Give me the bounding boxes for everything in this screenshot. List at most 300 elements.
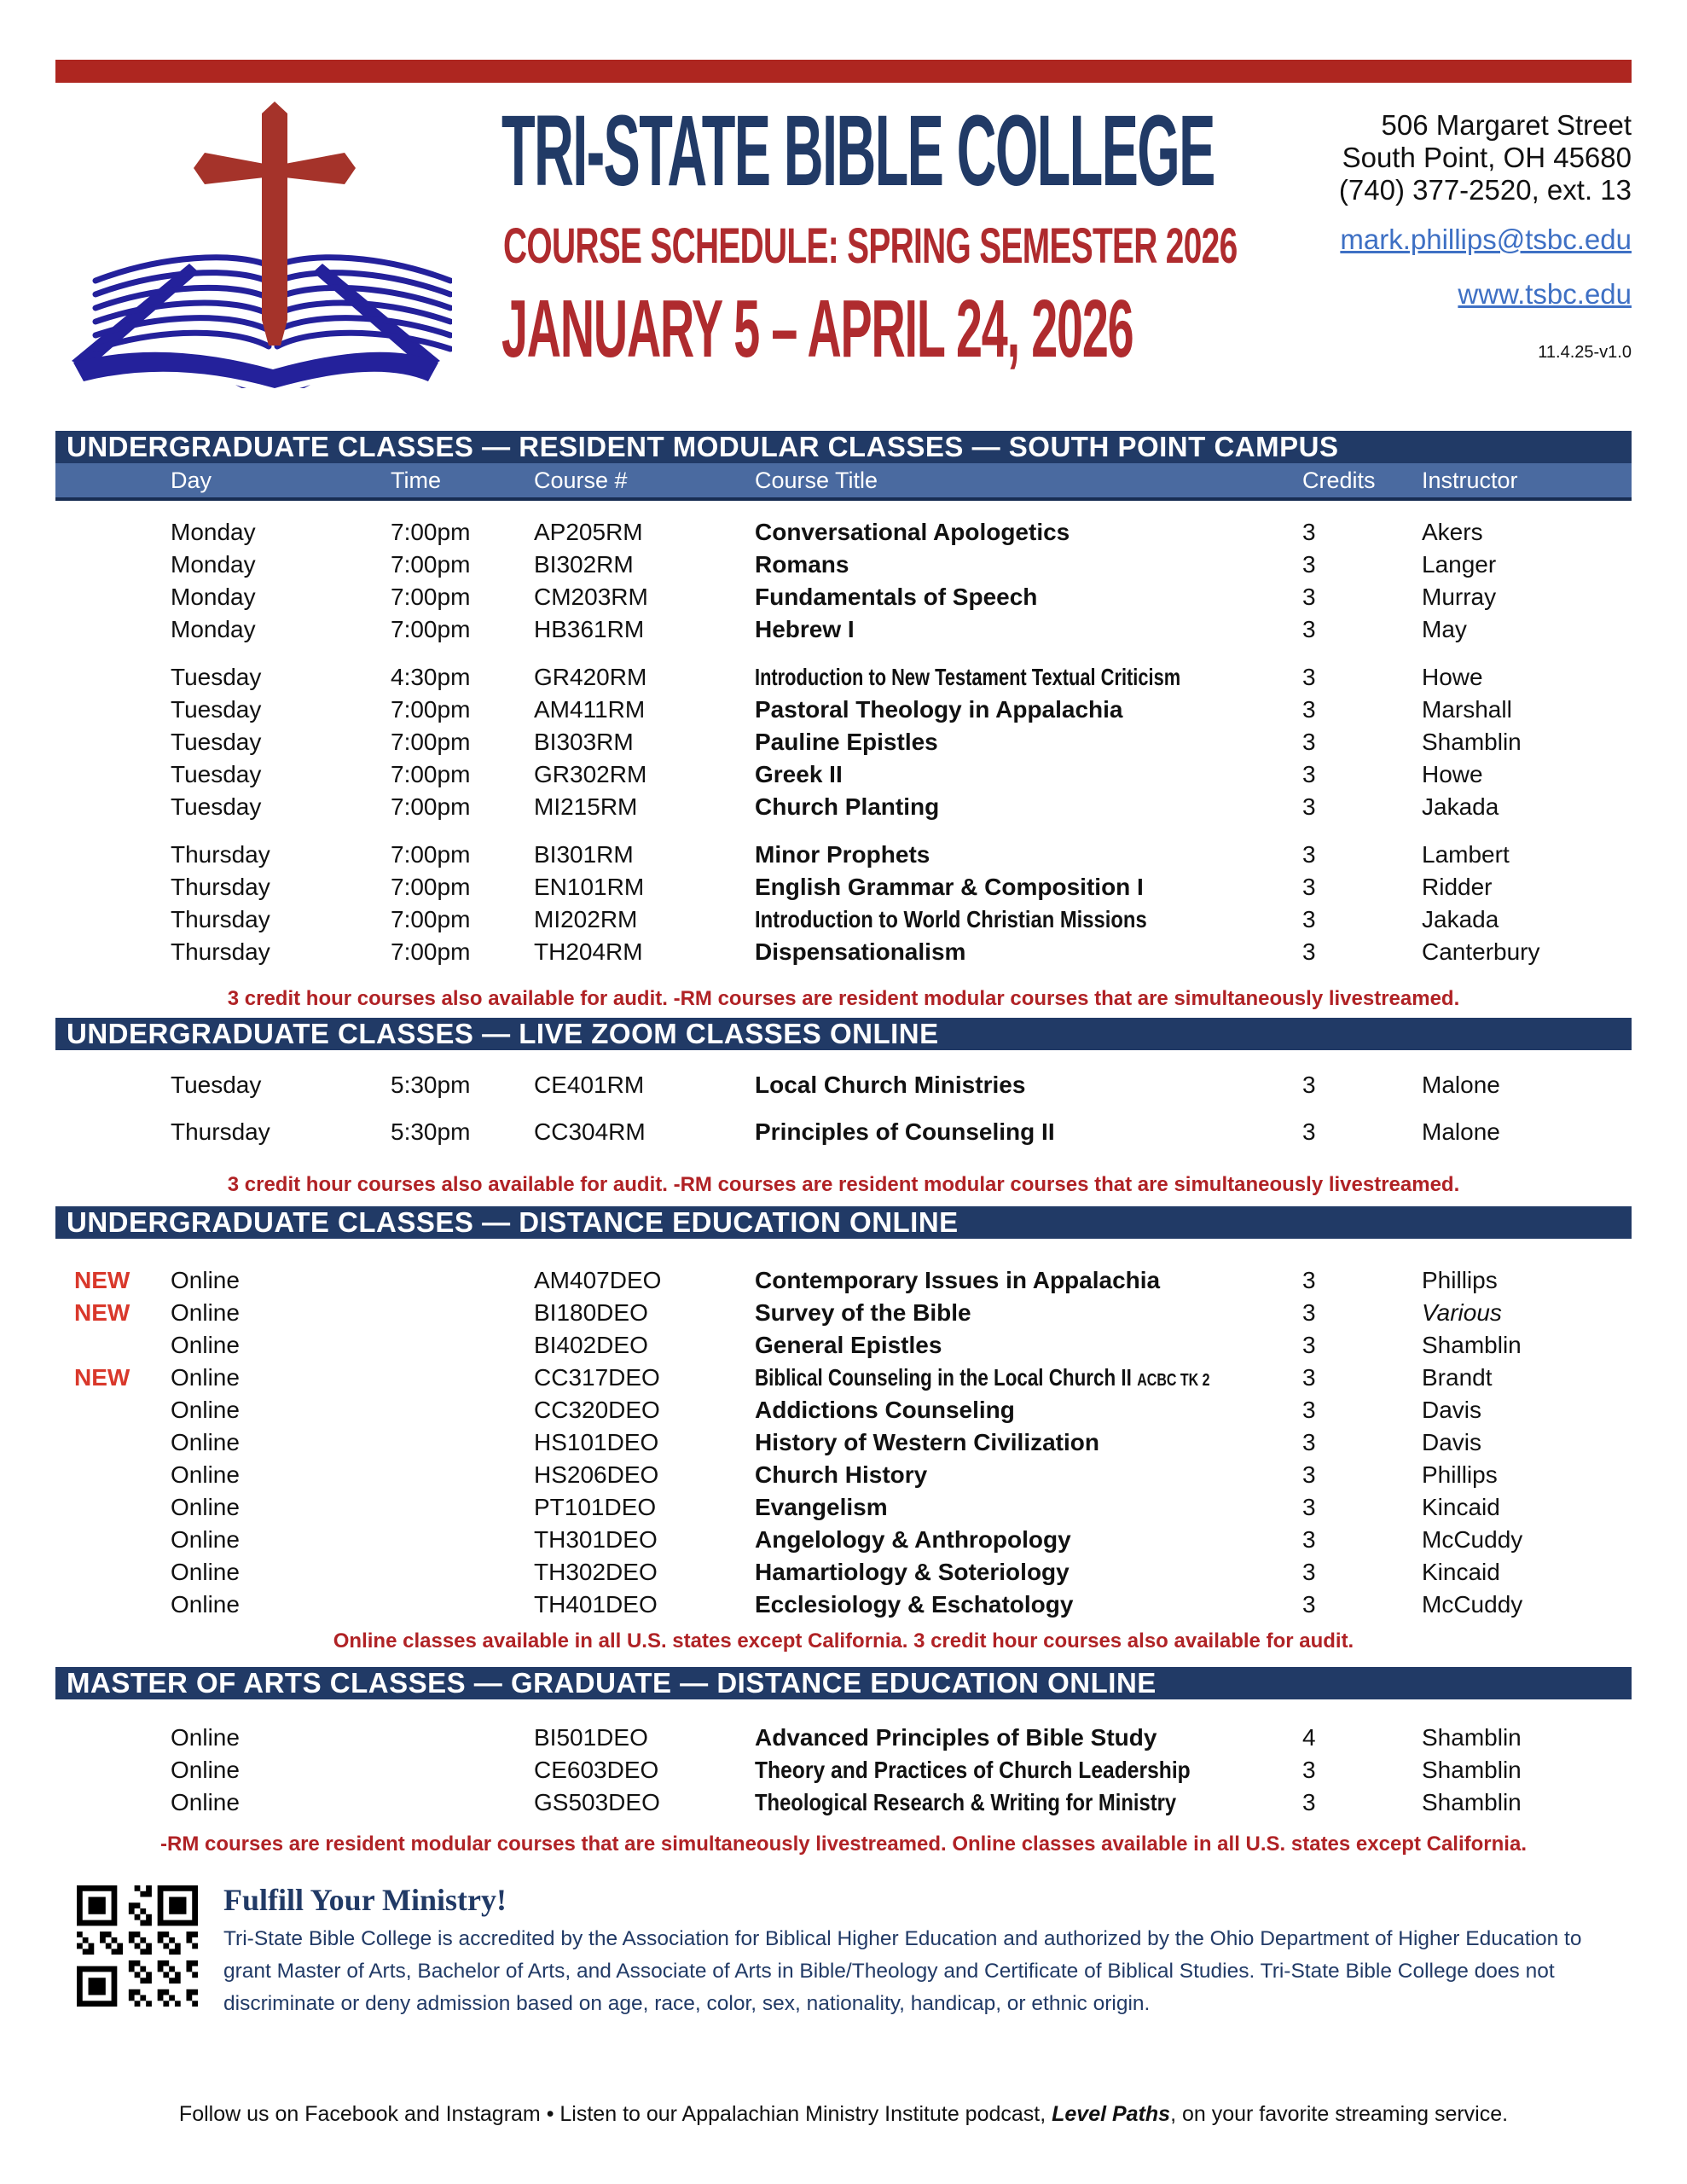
cell-course-title	[742, 1559, 1292, 1586]
course-row	[55, 1524, 1632, 1556]
cell-instructor: May	[1422, 616, 1467, 642]
course-title-fit	[755, 1267, 1160, 1294]
cell-day: Tuesday	[171, 696, 262, 723]
cell-course-title	[742, 841, 1292, 868]
course-title-fit	[755, 616, 855, 643]
cell-credits: 3	[1302, 1118, 1316, 1145]
address-line-2: South Point, OH 45680	[1342, 142, 1632, 173]
course-title-fit	[755, 1526, 1071, 1554]
column-header-credits: Credits	[1302, 467, 1376, 493]
course-section	[55, 1018, 1632, 1197]
cell-day: Online	[171, 1332, 240, 1358]
course-row	[55, 1116, 1632, 1148]
cell-course-number: CC304RM	[534, 1118, 646, 1145]
cell-instructor: McCuddy	[1422, 1591, 1523, 1618]
course-title-text: Introduction to World Christian Missions	[755, 906, 1147, 932]
course-title-text: Hamartiology & Soteriology	[755, 1559, 1070, 1585]
course-row	[55, 1426, 1632, 1459]
cell-course-number: BI180DEO	[534, 1299, 648, 1326]
cell-credits: 3	[1302, 1494, 1316, 1520]
cell-credits: 3	[1302, 729, 1316, 755]
cell-course-title	[742, 906, 1292, 933]
cell-credits: 3	[1302, 1757, 1316, 1783]
course-row	[55, 694, 1632, 726]
day-group	[55, 1069, 1632, 1148]
cell-course-title	[742, 1364, 1292, 1391]
cell-course-title	[742, 1299, 1292, 1327]
course-title-fit	[755, 906, 1147, 933]
cell-credits: 3	[1302, 1789, 1316, 1815]
book-bottom-band	[73, 352, 438, 388]
cell-instructor: Shamblin	[1422, 1789, 1522, 1815]
cell-new-badge: NEW	[74, 1267, 130, 1293]
cell-course-number: AP205RM	[534, 519, 643, 545]
email-link[interactable]: mark.phillips@tsbc.edu	[1340, 224, 1632, 255]
cell-day: Monday	[171, 584, 256, 610]
cell-course-number: BI302RM	[534, 551, 634, 578]
cell-course-number: HS206DEO	[534, 1461, 659, 1488]
course-title-fit	[755, 519, 1070, 546]
course-row	[55, 1069, 1632, 1101]
cell-instructor: Shamblin	[1422, 729, 1522, 755]
course-title-text: Addictions Counseling	[755, 1397, 1015, 1423]
qr-code	[77, 1885, 198, 2007]
course-title-text: Biblical Counseling in the Local Church II	[755, 1364, 1132, 1391]
cell-credits: 3	[1302, 1072, 1316, 1098]
cell-credits: 3	[1302, 616, 1316, 642]
column-header-day: Day	[171, 467, 212, 493]
cell-credits: 3	[1302, 1364, 1316, 1391]
course-title-fit	[755, 1118, 1055, 1146]
cell-day: Online	[171, 1591, 240, 1618]
column-header-course_title: Course Title	[755, 467, 878, 493]
cell-credits: 3	[1302, 1397, 1316, 1423]
cell-time: 7:00pm	[391, 938, 471, 965]
section-header: MASTER OF ARTS CLASSES — GRADUATE — DISTANCE EDUCATION ONLINE	[55, 1667, 1632, 1699]
cell-time: 7:00pm	[391, 729, 471, 755]
course-row	[55, 871, 1632, 903]
course-title-fit	[755, 1299, 971, 1327]
course-row	[55, 726, 1632, 758]
cell-course-number: GS503DEO	[534, 1789, 660, 1815]
cell-instructor: Jakada	[1422, 906, 1499, 932]
cell-instructor: Akers	[1422, 519, 1483, 545]
cell-course-number: CM203RM	[534, 584, 648, 610]
course-title-fit	[755, 761, 843, 788]
cell-course-number: MI202RM	[534, 906, 638, 932]
cell-instructor: Various	[1422, 1299, 1502, 1326]
cell-course-number: CE401RM	[534, 1072, 645, 1098]
cell-time: 5:30pm	[391, 1118, 471, 1145]
cell-time: 7:00pm	[391, 874, 471, 900]
cross-vertical	[262, 102, 287, 346]
course-title-text: Ecclesiology & Eschatology	[755, 1591, 1074, 1618]
section-rows	[55, 516, 1632, 968]
cell-credits: 3	[1302, 938, 1316, 965]
cell-credits: 3	[1302, 584, 1316, 610]
course-row	[55, 1394, 1632, 1426]
cell-course-number: MI215RM	[534, 793, 638, 820]
cell-day: Monday	[171, 616, 256, 642]
cell-day: Online	[171, 1299, 240, 1326]
course-title-text: Greek II	[755, 761, 843, 787]
cell-course-number: PT101DEO	[534, 1494, 657, 1520]
cell-day: Monday	[171, 551, 256, 578]
course-title-text: General Epistles	[755, 1332, 942, 1358]
cell-day: Tuesday	[171, 664, 262, 690]
cell-course-number: CC320DEO	[534, 1397, 660, 1423]
course-row	[55, 1297, 1632, 1329]
cell-day: Online	[171, 1429, 240, 1455]
course-title-fit	[755, 1397, 1015, 1424]
course-row	[55, 1754, 1632, 1786]
course-row	[55, 1491, 1632, 1524]
course-row	[55, 839, 1632, 871]
course-title-fit	[755, 1757, 1191, 1784]
contact-block	[1339, 109, 1632, 369]
college-logo	[60, 98, 452, 388]
cell-course-title	[742, 874, 1292, 901]
section-header: UNDERGRADUATE CLASSES — DISTANCE EDUCATION ONLINE	[55, 1206, 1632, 1239]
cell-course-number: TH301DEO	[534, 1526, 658, 1553]
cell-instructor: Shamblin	[1422, 1332, 1522, 1358]
cell-course-title	[742, 793, 1292, 821]
cell-credits: 3	[1302, 1526, 1316, 1553]
cell-course-title	[742, 1724, 1292, 1751]
top-red-bar	[55, 60, 1632, 83]
cell-credits: 3	[1302, 874, 1316, 900]
cell-day: Thursday	[171, 938, 270, 965]
course-row	[55, 581, 1632, 613]
cell-day: Online	[171, 1494, 240, 1520]
course-title-text: Contemporary Issues in Appalachia	[755, 1267, 1161, 1293]
cell-course-number: BI303RM	[534, 729, 634, 755]
cell-course-number: HB361RM	[534, 616, 645, 642]
cell-time: 7:00pm	[391, 841, 471, 868]
section-note: Online classes available in all U.S. states except California. 3 credit hour courses also available for audit.	[333, 1629, 1354, 1653]
cell-course-title	[742, 1591, 1292, 1618]
cell-day: Online	[171, 1789, 240, 1815]
course-section	[55, 1206, 1632, 1653]
cell-instructor: Phillips	[1422, 1461, 1498, 1488]
cell-time: 7:00pm	[391, 584, 471, 610]
cell-instructor: Kincaid	[1422, 1559, 1500, 1585]
cell-instructor: Phillips	[1422, 1267, 1498, 1293]
day-group	[55, 516, 1632, 646]
cell-course-title	[742, 616, 1292, 643]
cell-instructor: Malone	[1422, 1072, 1500, 1098]
open-book-icon	[72, 258, 450, 388]
course-title-fit	[755, 1724, 1157, 1751]
cross-icon	[194, 102, 356, 346]
course-title-text: Theological Research & Writing for Ministry	[755, 1789, 1177, 1815]
course-title-text: English Grammar & Composition I	[755, 874, 1144, 900]
cell-course-title	[742, 1118, 1292, 1146]
cell-instructor: McCuddy	[1422, 1526, 1523, 1553]
cell-time: 7:00pm	[391, 793, 471, 820]
course-row	[55, 758, 1632, 791]
course-title-text: Church Planting	[755, 793, 940, 820]
cell-course-number: HS101DEO	[534, 1429, 659, 1455]
course-title-suffix: ACBC TK 2	[1137, 1371, 1210, 1390]
cell-course-title	[742, 664, 1292, 691]
cell-time: 7:00pm	[391, 696, 471, 723]
cell-course-title	[742, 1072, 1292, 1099]
cell-credits: 3	[1302, 1559, 1316, 1585]
cross-arm-left	[194, 153, 264, 184]
course-title-text: Local Church Ministries	[755, 1072, 1026, 1098]
cell-credits: 4	[1302, 1724, 1316, 1751]
cell-instructor: Howe	[1422, 761, 1483, 787]
cell-course-number: GR420RM	[534, 664, 647, 690]
course-title-fit	[755, 793, 939, 821]
course-row	[55, 1459, 1632, 1491]
course-title-fit	[755, 1461, 927, 1489]
cell-day: Online	[171, 1526, 240, 1553]
course-title-fit	[755, 841, 930, 868]
cell-course-title	[742, 584, 1292, 611]
course-title-text: Pauline Epistles	[755, 729, 938, 755]
course-row	[55, 549, 1632, 581]
cell-course-title	[742, 1332, 1292, 1359]
cell-time: 7:00pm	[391, 761, 471, 787]
course-title-fit	[755, 938, 965, 966]
cell-credits: 3	[1302, 841, 1316, 868]
section-note: -RM courses are resident modular courses that are simultaneously livestreamed. Online classes available in all U.S. states except California.	[160, 1833, 1527, 1856]
course-title-text: Principles of Counseling II	[755, 1118, 1055, 1145]
cell-course-title	[742, 1494, 1292, 1521]
course-title-text: Church History	[755, 1461, 928, 1488]
cell-course-number: CE603DEO	[534, 1757, 659, 1783]
ministry-headline: Fulfill Your Ministry!	[223, 1883, 507, 1917]
website-link[interactable]: www.tsbc.edu	[1458, 278, 1632, 310]
accreditation-text: Tri-State Bible College is accredited by the Association for Biblical Higher Education and authorized by the Ohio Department of Higher Education to grant Master of Arts, Bachelor of Arts, and Associate of Arts in Bible/Theology and Certificate of Biblical Studies. Tri-State Bible College does not discriminate or deny admission based on age, race, color, sex, nationality, handicap, or ethnic origin.	[223, 1927, 1582, 2015]
course-title-text: Survey of the Bible	[755, 1299, 971, 1326]
cell-instructor: Lambert	[1422, 841, 1510, 868]
course-row	[55, 1329, 1632, 1362]
day-group	[55, 661, 1632, 823]
cell-course-title	[742, 729, 1292, 756]
follow-text-pre: Follow us on Facebook and Instagram • Listen to our Appalachian Ministry Institute podcast,	[178, 2102, 1052, 2126]
schedule-title-text: COURSE SCHEDULE: SPRING SEMESTER 2026	[503, 218, 1238, 274]
course-title-fit	[755, 1494, 888, 1521]
cell-day: Monday	[171, 519, 256, 545]
cell-instructor: Jakada	[1422, 793, 1499, 820]
day-group	[55, 839, 1632, 968]
course-title-text: Fundamentals of Speech	[755, 584, 1038, 610]
course-title-fit	[755, 1072, 1025, 1099]
cell-credits: 3	[1302, 551, 1316, 578]
cell-credits: 3	[1302, 1429, 1316, 1455]
course-title-fit	[755, 551, 849, 578]
phone-number: (740) 377-2520, ext. 13	[1338, 174, 1632, 206]
cell-credits: 3	[1302, 793, 1316, 820]
day-group	[55, 1722, 1632, 1819]
cell-day: Tuesday	[171, 729, 262, 755]
college-name-text: TRI-STATE BIBLE COLLEGE	[501, 95, 1215, 207]
cell-credits: 3	[1302, 1461, 1316, 1488]
course-row	[55, 936, 1632, 968]
course-title-fit	[755, 696, 1123, 723]
address-line-1: 506 Margaret Street	[1381, 109, 1632, 141]
course-title-text: Minor Prophets	[755, 841, 930, 868]
cell-day: Thursday	[171, 906, 270, 932]
cell-instructor: Shamblin	[1422, 1724, 1522, 1751]
course-title-fit	[755, 584, 1037, 611]
cell-course-title	[742, 1429, 1292, 1456]
course-title-fit	[755, 664, 1180, 691]
course-row	[55, 613, 1632, 646]
cell-day: Tuesday	[171, 793, 262, 820]
cell-course-title	[742, 1526, 1292, 1554]
course-title-text: Romans	[755, 551, 849, 578]
section-note: 3 credit hour courses also available for audit. -RM courses are resident modular courses that are simultaneously livestreamed.	[227, 987, 1460, 1010]
follow-line	[55, 2102, 1632, 2127]
course-title-text: Evangelism	[755, 1494, 888, 1520]
cell-new-badge: NEW	[74, 1364, 130, 1391]
cell-course-title	[742, 938, 1292, 966]
column-header-time: Time	[391, 467, 441, 493]
course-title-fit	[755, 729, 938, 756]
cell-time: 5:30pm	[391, 1072, 471, 1098]
cell-course-number: CC317DEO	[534, 1364, 660, 1391]
column-header-instructor: Instructor	[1422, 467, 1518, 493]
section-header: UNDERGRADUATE CLASSES — LIVE ZOOM CLASSES ONLINE	[55, 1018, 1632, 1050]
course-title-fit	[755, 1364, 1210, 1391]
cell-day: Online	[171, 1267, 240, 1293]
section-header: UNDERGRADUATE CLASSES — RESIDENT MODULAR CLASSES — SOUTH POINT CAMPUS	[55, 431, 1632, 463]
section-rows	[55, 1069, 1632, 1163]
course-row	[55, 1264, 1632, 1297]
cell-time: 7:00pm	[391, 616, 471, 642]
course-title-text: Advanced Principles of Bible Study	[755, 1724, 1157, 1751]
cell-course-number: TH401DEO	[534, 1591, 658, 1618]
cell-course-title	[742, 1461, 1292, 1489]
course-row	[55, 1786, 1632, 1819]
cell-course-number: TH302DEO	[534, 1559, 658, 1585]
cell-time: 7:00pm	[391, 519, 471, 545]
course-title-fit	[755, 1559, 1070, 1586]
course-title-text: Pastoral Theology in Appalachia	[755, 696, 1123, 723]
cell-time: 7:00pm	[391, 551, 471, 578]
course-title-fit	[755, 1591, 1073, 1618]
cell-credits: 3	[1302, 1591, 1316, 1618]
cell-course-number: BI501DEO	[534, 1724, 648, 1751]
qr-pattern	[77, 1885, 198, 2007]
cell-course-title	[742, 1397, 1292, 1424]
course-row	[55, 1722, 1632, 1754]
cell-instructor: Canterbury	[1422, 938, 1540, 965]
course-title-fit	[755, 1332, 942, 1359]
course-row	[55, 903, 1632, 936]
cell-new-badge: NEW	[74, 1299, 130, 1326]
cell-day: Tuesday	[171, 1072, 262, 1098]
cell-instructor: Brandt	[1422, 1364, 1493, 1391]
course-row	[55, 1556, 1632, 1589]
cell-course-title	[742, 1757, 1292, 1784]
course-title-text: Theory and Practices of Church Leadership	[755, 1757, 1191, 1783]
course-section	[55, 431, 1632, 1011]
cell-course-number: EN101RM	[534, 874, 645, 900]
cell-day: Thursday	[171, 841, 270, 868]
cell-day: Tuesday	[171, 761, 262, 787]
section-rows	[55, 1264, 1632, 1621]
cell-day: Online	[171, 1559, 240, 1585]
cell-credits: 3	[1302, 1267, 1316, 1293]
podcast-name: Level Paths	[1052, 2102, 1171, 2126]
course-row	[55, 516, 1632, 549]
column-header-row	[55, 463, 1632, 501]
cell-instructor: Marshall	[1422, 696, 1512, 723]
cell-instructor: Langer	[1422, 551, 1497, 578]
column-header-course_num: Course #	[534, 467, 628, 493]
cell-day: Online	[171, 1364, 240, 1391]
cell-course-number: AM411RM	[534, 696, 646, 723]
cell-instructor: Kincaid	[1422, 1494, 1500, 1520]
follow-text-post: , on your favorite streaming service.	[1170, 2102, 1509, 2126]
cell-course-title	[742, 696, 1292, 723]
course-title-fit	[755, 874, 1144, 901]
course-row	[55, 791, 1632, 823]
section-note: 3 credit hour courses also available for audit. -RM courses are resident modular courses that are simultaneously livestreamed.	[227, 1173, 1460, 1196]
cell-instructor: Murray	[1422, 584, 1497, 610]
course-title-text: Dispensationalism	[755, 938, 966, 965]
course-title-text: Hebrew I	[755, 616, 855, 642]
cell-instructor: Malone	[1422, 1118, 1500, 1145]
cell-instructor: Ridder	[1422, 874, 1493, 900]
cross-arm-right	[285, 153, 356, 184]
cell-time: 7:00pm	[391, 906, 471, 932]
course-title-text: Conversational Apologetics	[755, 519, 1070, 545]
cell-day: Online	[171, 1461, 240, 1488]
course-title-text: Introduction to New Testament Textual Criticism	[755, 664, 1181, 690]
cell-course-number: BI301RM	[534, 841, 634, 868]
cell-credits: 3	[1302, 519, 1316, 545]
semester-date-range-text: JANUARY 5 – APRIL 24, 2026	[501, 283, 1133, 375]
cell-course-title	[742, 519, 1292, 546]
cell-instructor: Davis	[1422, 1397, 1482, 1423]
cell-course-number: TH204RM	[534, 938, 643, 965]
cell-credits: 3	[1302, 696, 1316, 723]
cell-credits: 3	[1302, 761, 1316, 787]
day-group	[55, 1264, 1632, 1621]
cell-course-title	[742, 1789, 1292, 1816]
section-rows	[55, 1722, 1632, 1819]
cell-instructor: Davis	[1422, 1429, 1482, 1455]
course-title-text: History of Western Civilization	[755, 1429, 1099, 1455]
cell-course-number: GR302RM	[534, 761, 647, 787]
cell-day: Online	[171, 1724, 240, 1751]
course-title-text: Angelology & Anthropology	[755, 1526, 1071, 1553]
cell-course-title	[742, 1267, 1292, 1294]
course-row	[55, 1589, 1632, 1621]
cell-credits: 3	[1302, 1332, 1316, 1358]
course-row	[55, 1362, 1632, 1394]
cell-day: Online	[171, 1397, 240, 1423]
course-title-fit	[755, 1429, 1099, 1456]
cell-time: 4:30pm	[391, 664, 471, 690]
cell-course-number: AM407DEO	[534, 1267, 662, 1293]
cell-course-number: BI402DEO	[534, 1332, 648, 1358]
cell-instructor: Howe	[1422, 664, 1483, 690]
course-title-fit	[755, 1789, 1176, 1816]
cell-day: Online	[171, 1757, 240, 1783]
cell-day: Thursday	[171, 1118, 270, 1145]
cell-credits: 3	[1302, 1299, 1316, 1326]
course-row	[55, 661, 1632, 694]
course-section	[55, 1667, 1632, 1856]
cell-day: Thursday	[171, 874, 270, 900]
